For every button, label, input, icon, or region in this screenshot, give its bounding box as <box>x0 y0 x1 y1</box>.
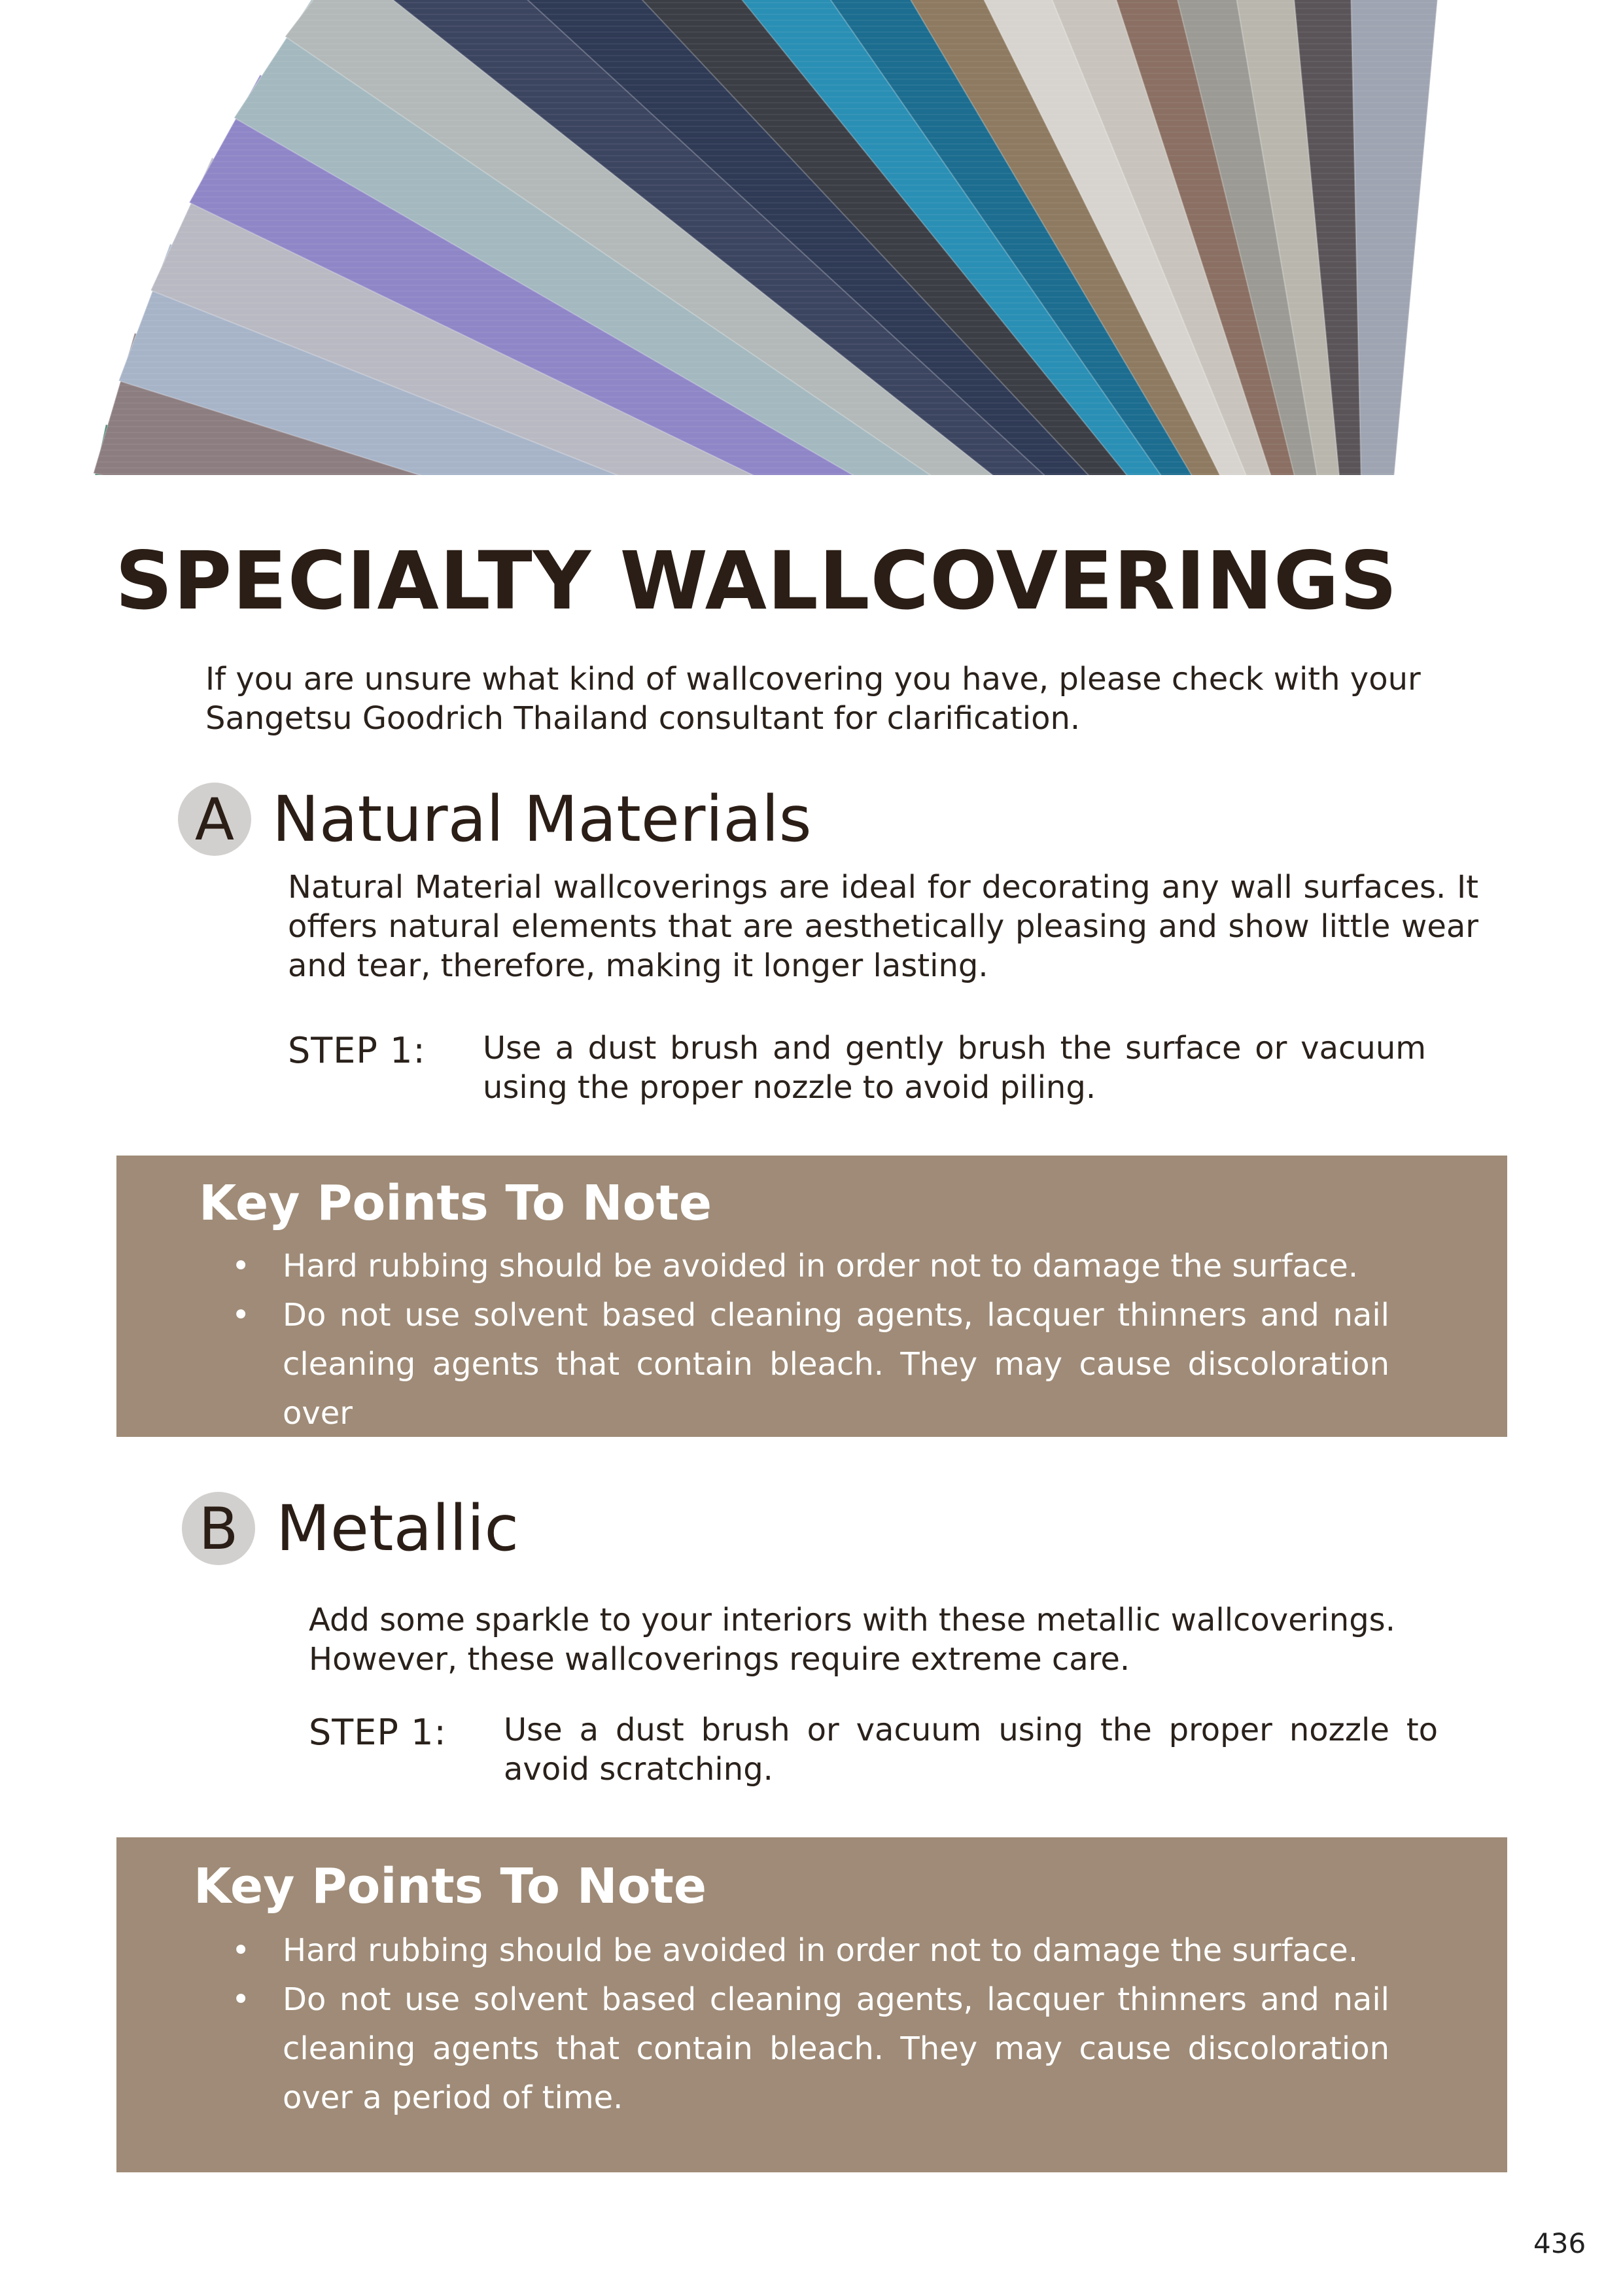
section-a-key-points-box <box>116 1156 1507 1437</box>
page-title: SPECIALTY WALLCOVERINGS <box>115 535 1398 627</box>
section-b-key-points-list <box>232 1926 1389 2123</box>
key-point-item: • Hard rubbing should be avoided in order not to damage the surface. <box>283 1926 1389 1975</box>
section-a-step-text: Use a dust brush and gently brush the surface or vacuum using the proper nozzle to avoid piling. <box>483 1030 1426 1106</box>
section-a-key-points-title: Key Points To Note <box>199 1175 712 1231</box>
bullet-icon: • <box>232 1297 251 1333</box>
section-a-title: Natural Materials <box>272 783 812 856</box>
section-b-description: Add some sparkle to your interiors with these metallic wallcoverings. However, these wallcoverings require extreme care. <box>309 1602 1395 1678</box>
key-point-item: • Do not use solvent based cleaning agents, lacquer thinners and nail cleaning agents that contain bleach. They may cause discoloration over a period of time. <box>283 1975 1389 2123</box>
key-point-item: • Hard rubbing should be avoided in order not to damage the surface. <box>283 1242 1389 1291</box>
bullet-icon: • <box>232 1981 251 2018</box>
section-b-key-points-box <box>116 1837 1507 2172</box>
section-a-badge: A <box>178 783 251 856</box>
hero-bottom-edge <box>0 475 1623 478</box>
section-b-badge: B <box>182 1492 255 1565</box>
bullet-icon: • <box>232 1932 251 1969</box>
section-a-header <box>178 783 812 856</box>
section-b-step-label: STEP 1: <box>309 1712 447 1753</box>
section-b-key-points-title: Key Points To Note <box>194 1858 707 1915</box>
section-a-key-points-list <box>232 1242 1389 1437</box>
section-a-description: Natural Material wallcoverings are ideal for decorating any wall surfaces. It offers natural elements that are aesthetically pleasing and show little wear and tear, therefore, making it longer lasting. <box>288 869 1478 984</box>
key-point-item: • Do not use solvent based cleaning agents, lacquer thinners and nail cleaning agents that contain bleach. They may cause discoloration over <box>283 1291 1389 1437</box>
section-b-title: Metallic <box>276 1492 519 1565</box>
section-b-step-text: Use a dust brush or vacuum using the proper nozzle to avoid scratching. <box>504 1712 1438 1788</box>
hero-swatch-fan-image <box>0 0 1623 478</box>
section-b-header <box>182 1492 519 1565</box>
page-number: 436 <box>1533 2227 1586 2259</box>
bullet-icon: • <box>232 1248 251 1284</box>
section-a-step-label: STEP 1: <box>288 1030 426 1071</box>
intro-text: If you are unsure what kind of wallcovering you have, please check with your Sangetsu Goodrich Thailand consultant for clarification. <box>205 661 1421 737</box>
